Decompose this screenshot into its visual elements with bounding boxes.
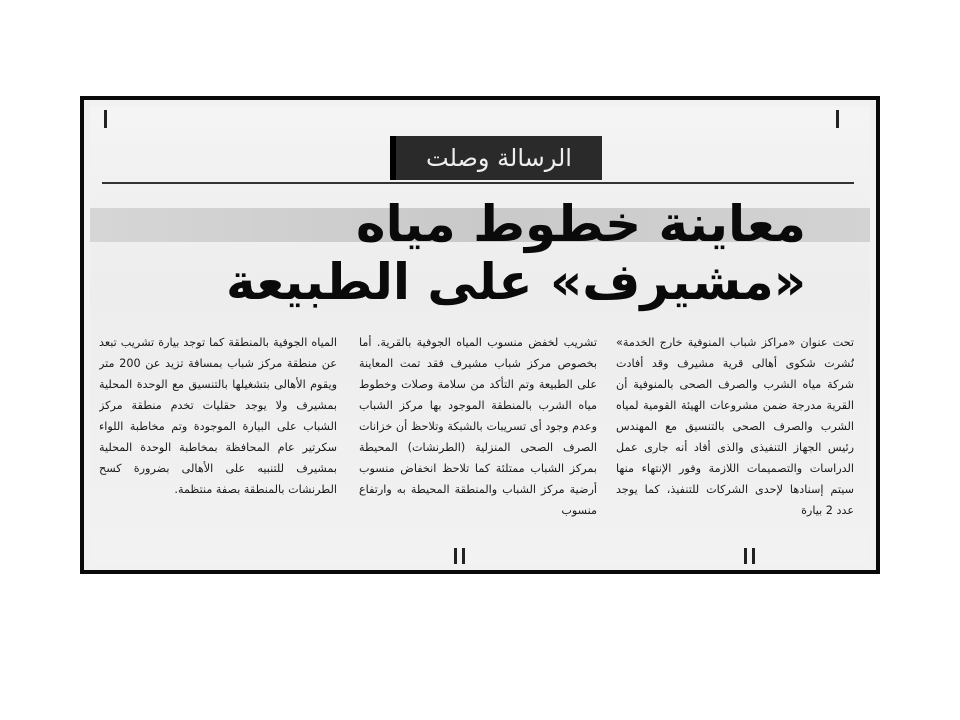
column-mark <box>104 110 107 128</box>
headline: معاينة خطوط مياه «مشيرف» على الطبيعة <box>226 195 806 311</box>
section-label-box <box>390 136 602 180</box>
column-mark <box>462 548 465 564</box>
article-column-right: تحت عنوان «مراكز شباب المنوفية خارج الخدمة» نُشرت شكوى أهالى قرية مشيرف وقد أفادت شركة مياه الشرب والصرف الصحى بالمنوفية أن القرية مدرجة ضمن مشروعات الهيئة القومية لمياه الشرب والصرف الصحى بالتنسيق مع المهندس رئيس الجهاز التنفيذى والذى أفاد أنه جارى عمل الدراسات والتصميمات اللازمة وفور الإنتهاء منها سيتم إسنادها لإحدى الشركات للتنفيذ، كما يوجد عدد 2 بيارة <box>616 336 854 517</box>
newspaper-clipping <box>80 96 880 574</box>
column-mark <box>454 548 457 564</box>
article-column-middle: تشريب لخفض منسوب المياه الجوفية بالقرية. أما بخصوص مركز شباب مشيرف فقد تمت المعاينة على الطبيعة وتم التأكد من سلامة وصلات وخطوط مياه الشرب بالمنطقة الموجود بها مركز الشباب وعدم وجود أى تسريبات بالشبكة وتلاحظ أن خزانات الصرف الصحى المنزلية (الطرنشات) المحيطة بمركز الشباب ممتلئة كما تلاحظ انخفاض منسوب أرضية مركز الشباب والمنطقة المحيطة به وارتفاع منسوب <box>359 336 597 517</box>
section-rule <box>102 182 854 184</box>
column-mark <box>752 548 755 564</box>
column-mark <box>744 548 747 564</box>
column-mark <box>836 110 839 128</box>
section-label: الرسالة وصلت <box>426 144 572 172</box>
article-column-left: المياه الجوفية بالمنطقة كما توجد بيارة تشريب تبعد عن منطقة مركز شباب بمسافة تزيد عن 200 متر ويقوم الأهالى بتشغيلها بالتنسيق مع الوحدة المحلية بمشيرف ولا يوجد حقليات تخدم منطقة مركز الشباب على البيارة الموجودة وتم مخاطبة اللواء سكرتير عام المحافظة بمخاطبة الوحدة المحلية بمشيرف للتنبيه على الأهالى بضرورة كسح الطرنشات بالمنطقة بصفة منتظمة. <box>99 336 337 496</box>
